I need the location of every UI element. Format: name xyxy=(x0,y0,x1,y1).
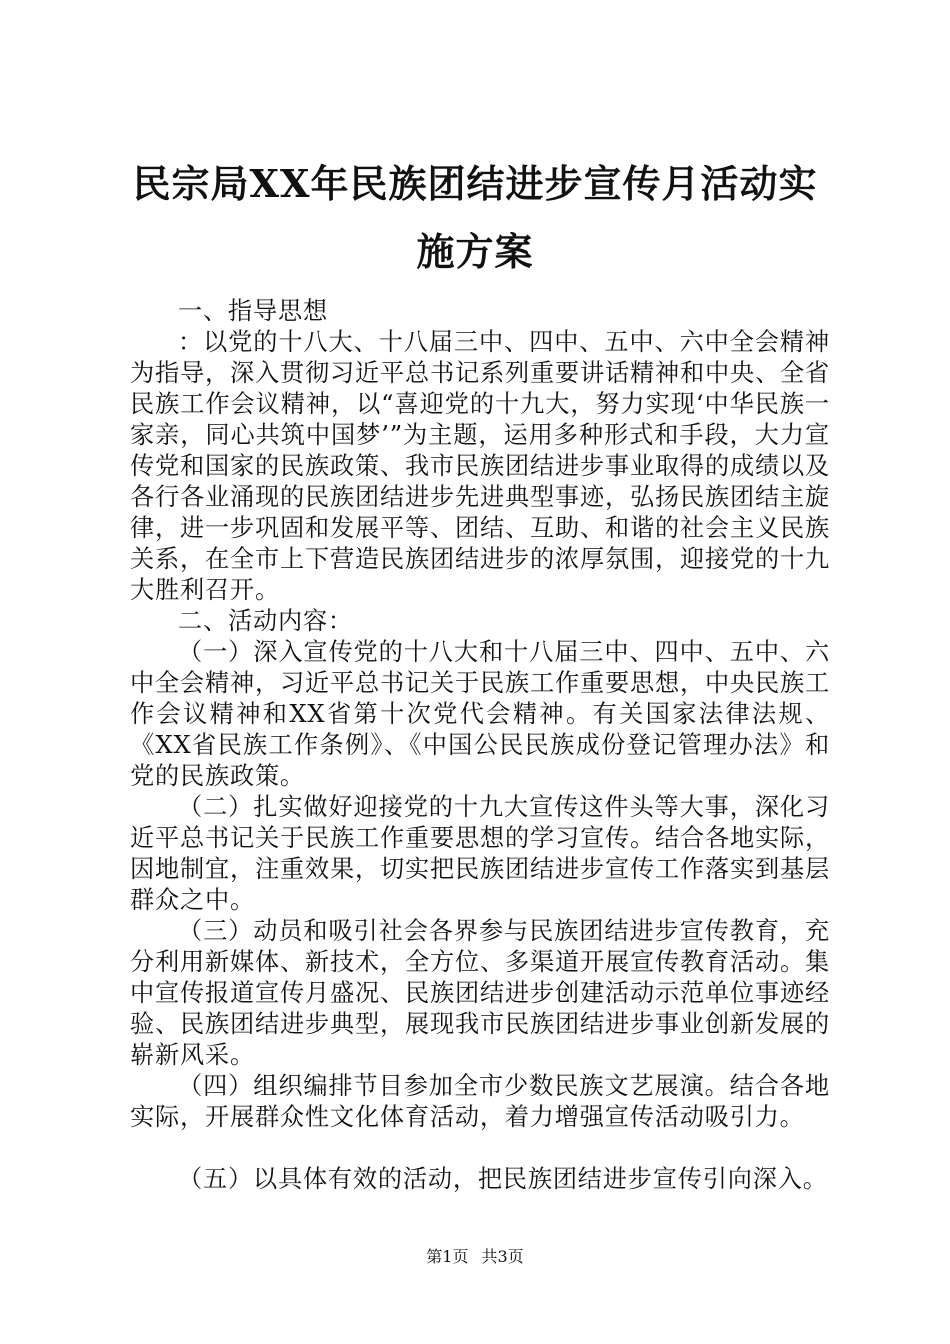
page-number: 第1页 xyxy=(426,1247,469,1266)
document-title: 民宗局XX年民族团结进步宣传月活动实施方案 xyxy=(132,161,818,274)
content-item-5: （五）以具体有效的活动，把民族团结进步宣传引向深入。 xyxy=(178,1165,828,1193)
content-item-2: （二）扎实做好迎接党的十九大宣传这件头等大事，深化习近平总书记关于民族工作重要思想的学习宣传。结合各地实际，因地制宜，注重效果，切实把民族团结进步宣传工作落实到基层群众之中。 xyxy=(130,793,830,914)
content-item-3: （三）动员和吸引社会各界参与民族团结进步宣传教育，充分利用新媒体、新技术，全方位、多渠道开展宣传教育活动。集中宣传报道宣传月盛况、民族团结进步创建活动示范单位事迹经验、民族团结进步典型，展现我市民族团结进步事业创新发展的崭新风采。 xyxy=(130,917,830,1069)
page-total: 共3页 xyxy=(481,1247,524,1266)
page-footer xyxy=(0,1244,950,1267)
section-1-body: ：以党的十八大、十八届三中、四中、五中、六中全会精神为指导，深入贯彻习近平总书记系列重要讲话精神和中央、全省民族工作会议精神，以“喜迎党的十九大，努力实现‘中华民族一家亲，同心共筑中国梦’”为主题，运用多种形式和手段，大力宣传党和国家的民族政策、我市民族团结进步事业取得的成绩以及各行各业涌现的民族团结进步先进典型事迹，弘扬民族团结主旋律，进一步巩固和发展平等、团结、互助、和谐的社会主义民族关系，在全市上下营造民族团结进步的浓厚氛围，迎接党的十九大胜利召开。 xyxy=(130,328,830,604)
content-item-4: （四）组织编排节目参加全市少数民族文艺展演。结合各地实际，开展群众性文化体育活动，着力增强宣传活动吸引力。 xyxy=(130,1072,830,1131)
section-2-heading: 二、活动内容： xyxy=(178,607,353,635)
section-1-heading: 一、指导思想 xyxy=(178,297,328,325)
document-body xyxy=(130,296,830,1195)
content-item-1: （一）深入宣传党的十八大和十八届三中、四中、五中、六中全会精神，习近平总书记关于民族工作重要思想，中央民族工作会议精神和XX省第十次党代会精神。有关国家法律法规、《XX省民族工作条例》、《中国公民民族成份登记管理办法》和党的民族政策。 xyxy=(130,638,830,790)
